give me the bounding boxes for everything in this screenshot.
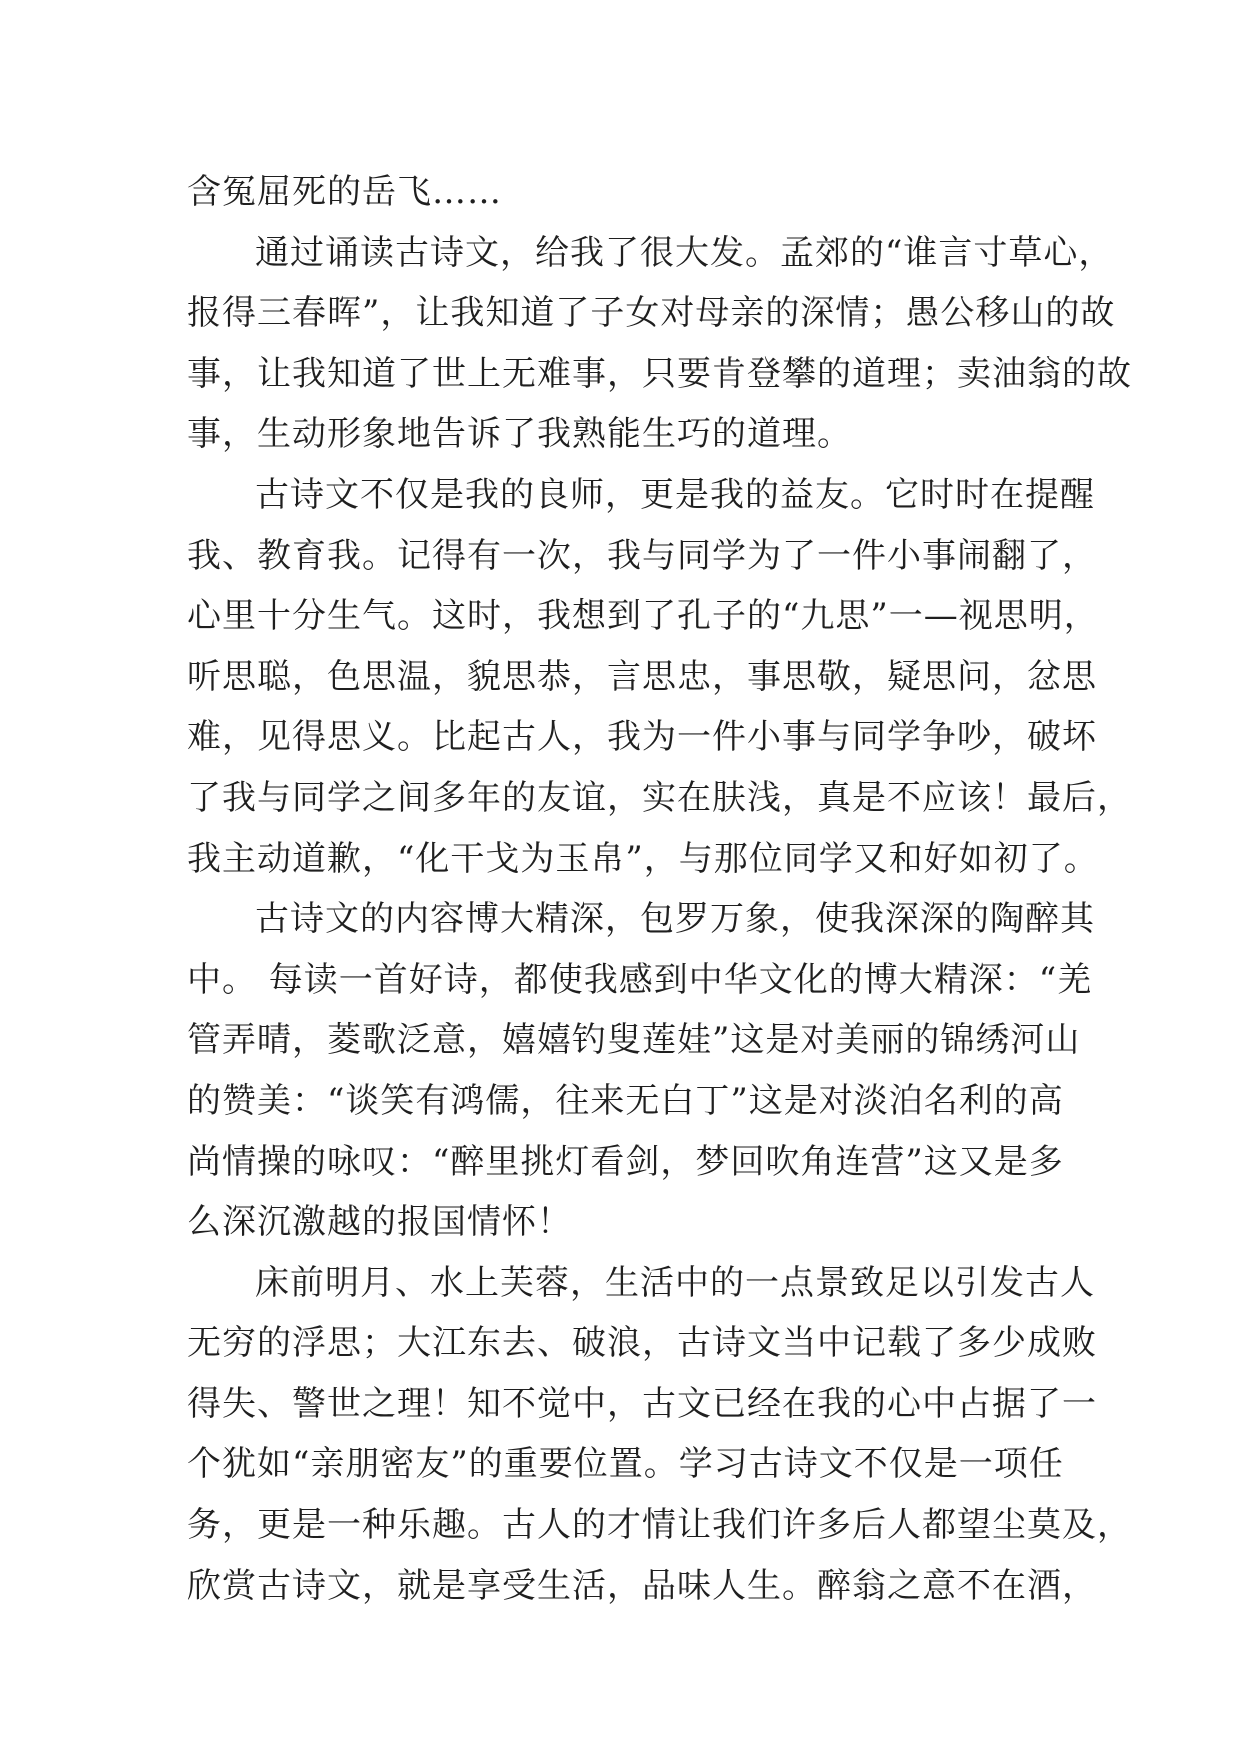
text-line: 务，更是一种乐趣。古人的才情让我们许多后人都望尘莫及，: [187, 1505, 1132, 1546]
text-line: 欣赏古诗文，就是享受生活，品味人生。醉翁之意不在酒，: [187, 1565, 1097, 1606]
text-line: 我、教育我。记得有一次，我与同学为了一件小事闹翻了，: [187, 535, 1097, 576]
text-line: 事，让我知道了世上无难事，只要肯登攀的道理；卖油翁的故: [187, 353, 1132, 394]
text-line: 听思聪，色思温，貌思恭，言思忠，事思敬，疑思问，忿思: [187, 656, 1097, 697]
text-line: 报得三春晖”，让我知道了子女对母亲的深情；愚公移山的故: [187, 293, 1116, 334]
text-line: 无穷的浮思；大江东去、破浪，古诗文当中记载了多少成败: [187, 1323, 1097, 1364]
body-text: [187, 162, 1132, 1616]
text-line: 难，见得思义。比起古人，我为一件小事与同学争吵，破坏: [187, 717, 1097, 758]
paragraph-start-line: 古诗文的内容博大精深，包罗万象，使我深深的陶醉其: [255, 899, 1095, 940]
text-line: 心里十分生气。这时，我想到了孔子的“九思”一—视思明，: [187, 596, 1099, 637]
text-line: 中。 每读一首好诗，都使我感到中华文化的博大精深：“羌: [187, 959, 1093, 1000]
text-line: 尚情操的咏叹：“醉里挑灯看剑，梦回吹角连营”这又是多: [187, 1141, 1064, 1182]
text-line: 管弄晴，菱歌泛意，嬉嬉钓叟莲娃”这是对美丽的锦绣河山: [187, 1020, 1081, 1061]
text-line: 得失、警世之理！知不觉中，古文已经在我的心中占据了一: [187, 1383, 1097, 1424]
text-line: 了我与同学之间多年的友谊，实在肤浅，真是不应该！最后，: [187, 777, 1132, 818]
text-line: 我主动道歉，“化干戈为玉帛”，与那位同学又和好如初了。: [187, 838, 1099, 879]
text-line: 的赞美：“谈笑有鸿儒，往来无白丁”这是对淡泊名利的高: [187, 1080, 1064, 1121]
paragraph-start-line: 古诗文不仅是我的良师，更是我的益友。它时时在提醒: [255, 474, 1095, 515]
text-line: 么深沉激越的报国情怀！: [187, 1202, 572, 1243]
paragraph-start-line: 通过诵读古诗文，给我了很大发。孟郊的“谁言寸草心，: [255, 232, 1114, 273]
text-line: 含冤屈死的岳飞……: [187, 172, 502, 212]
text-line: 事，生动形象地告诉了我熟能生巧的道理。: [187, 414, 852, 455]
paragraph-start-line: 床前明月、水上芙蓉，生活中的一点景致足以引发古人: [255, 1262, 1095, 1303]
text-line: 个犹如“亲朋密友”的重要位置。学习古诗文不仅是一项任: [187, 1444, 1064, 1485]
